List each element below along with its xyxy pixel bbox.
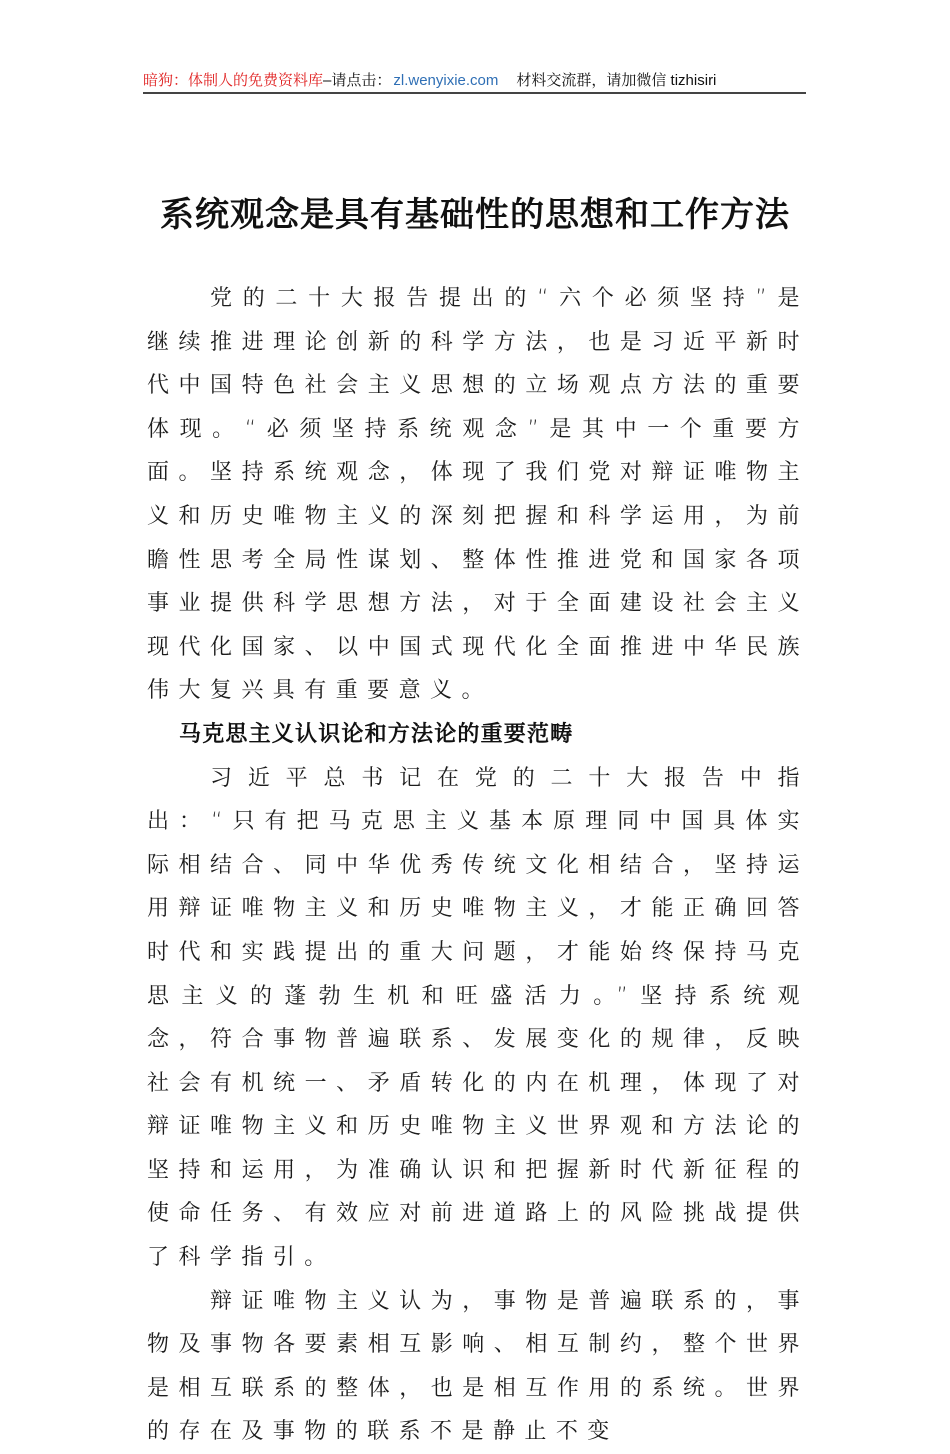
- header-contact-note: 材料交流群，请加微信 tizhisiri: [516, 72, 717, 89]
- header-prompt: –请点击：: [323, 72, 392, 89]
- header-link[interactable]: zl.wenyixie.com: [393, 72, 499, 89]
- document-body: [147, 277, 809, 1454]
- document-title: 系统观念是具有基础性的思想和工作方法: [160, 194, 790, 235]
- page-header: [143, 70, 806, 92]
- header-site-name: 暗狗：体制人的免费资料库: [143, 72, 324, 89]
- section-paragraph-1: 习近平总书记在党的二十大报告中指出：“只有把马克思主义基本原理同中国具体实际相结合、同中华优秀传统文化相结合，坚持运用辩证唯物主义和历史唯物主义，才能正确回答时代和实践提出的重大问题，才能始终保持马克思主义的蓬勃生机和旺盛活力。”坚持系统观念，符合事物普遍联系、发展变化的规律，反映社会有机统一、矛盾转化的内在机理，体现了对辩证唯物主义和历史唯物主义世界观和方法论的坚持和运用，为准确认识和把握新时代新征程的使命任务、有效应对前进道路上的风险挑战提供了科学指引。: [147, 765, 809, 1271]
- header-divider: [143, 92, 806, 94]
- section-heading: 马克思主义认识论和方法论的重要范畴: [179, 721, 574, 747]
- section-paragraph-2: 辩证唯物主义认为，事物是普遍联系的，事物及事物各要素相互影响、相互制约，整个世界是相互联系的整体，也是相互作用的系统。世界的存在及事物的联系不是静止不变: [147, 1288, 809, 1445]
- intro-paragraph: 党的二十大报告提出的“六个必须坚持”是继续推进理论创新的科学方法，也是习近平新时代中国特色社会主义思想的立场观点方法的重要体现。“必须坚持系统观念”是其中一个重要方面。坚持系统观念，体现了我们党对辩证唯物主义和历史唯物主义的深刻把握和科学运用，为前瞻性思考全局性谋划、整体性推进党和国家各项事业提供科学思想方法，对于全面建设社会主义现代化国家、以中国式现代化全面推进中华民族伟大复兴具有重要意义。: [147, 286, 809, 704]
